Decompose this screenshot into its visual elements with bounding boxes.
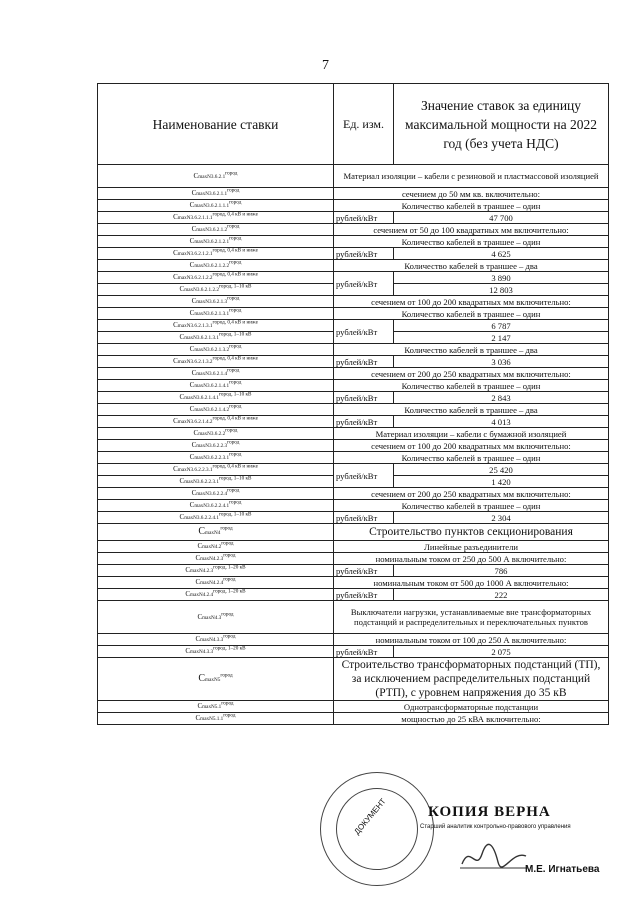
rate-unit: рублей/кВт (334, 212, 394, 224)
rate-code: $CmaxN5.1^{город}$ (98, 701, 334, 713)
rate-value: 47 700 (394, 212, 609, 224)
rate-code: $CmaxN5^{город}$ (98, 658, 334, 701)
rate-unit: рублей/кВт (334, 646, 394, 658)
rates-table (97, 83, 609, 725)
rate-code: $CmaxN3.6.2.1.2.2^{город, 0,4 кВ и ниже}$ (98, 272, 334, 284)
rate-description: Материал изоляции – кабели с резиновой и пластмассовой изоляцией (334, 165, 609, 188)
table-row (98, 524, 609, 541)
rate-code: $CmaxN3.6.2.1.3^{город}$ (98, 296, 334, 308)
table-row (98, 224, 609, 236)
rate-code: $CmaxN3.6.2.1.2.2^{город}$ (98, 260, 334, 272)
rate-unit: рублей/кВт (334, 272, 394, 296)
table-row (98, 634, 609, 646)
rate-value: 3 890 (394, 272, 609, 284)
rate-code: $CmaxN4.2.4^{город}$ (98, 577, 334, 589)
rate-value: 222 (394, 589, 609, 601)
table-row (98, 188, 609, 200)
table-row (98, 488, 609, 500)
rate-description: Однотрансформаторные подстанции (334, 701, 609, 713)
rate-code: $CmaxN3.6.2.1.4.2^{город, 0,4 кВ и ниже}$ (98, 416, 334, 428)
rate-code: $CmaxN4.2.3^{город, 1-20 кВ}$ (98, 565, 334, 577)
table-row (98, 296, 609, 308)
rate-value: 2 304 (394, 512, 609, 524)
table-row (98, 565, 609, 577)
header-value: Значение ставок за единицу максимальной мощности на 2022 год (без учета НДС) (394, 84, 609, 165)
rate-unit: рублей/кВт (334, 512, 394, 524)
table-row (98, 428, 609, 440)
table-row (98, 320, 609, 332)
rate-description: сечением от 200 до 250 квадратных мм включительно: (334, 488, 609, 500)
table-row (98, 452, 609, 464)
certification-stamp (340, 778, 610, 904)
rate-unit: рублей/кВт (334, 392, 394, 404)
rate-description: Количество кабелей в траншее – один (334, 236, 609, 248)
rate-code: $CmaxN3.6.2.1.3.1^{город, 0,4 кВ и ниже}$ (98, 320, 334, 332)
rate-value: 25 420 (394, 464, 609, 476)
rate-value: 2 075 (394, 646, 609, 658)
rate-code: $CmaxN3.6.2.1.4.2^{город}$ (98, 404, 334, 416)
table-row (98, 260, 609, 272)
rate-description: Количество кабелей в траншее – два (334, 404, 609, 416)
table-row (98, 701, 609, 713)
rate-unit: рублей/кВт (334, 464, 394, 488)
rate-code: $CmaxN3.6.2.1.3.1^{город, 1-10 кВ}$ (98, 332, 334, 344)
table-row (98, 416, 609, 428)
rate-code: $CmaxN3.6.2.1.1.1^{город}$ (98, 200, 334, 212)
signature-icon (460, 842, 530, 872)
table-row (98, 577, 609, 589)
rate-value: 12 803 (394, 284, 609, 296)
rate-code: $CmaxN3.6.2.1.3.2^{город, 0,4 кВ и ниже}$ (98, 356, 334, 368)
rate-description: сечением до 50 мм кв. включительно: (334, 188, 609, 200)
rate-code: $CmaxN3.6.2.2.3.1^{город}$ (98, 452, 334, 464)
table-row (98, 404, 609, 416)
rate-code: $CmaxN3.6.2.1.2^{город}$ (98, 224, 334, 236)
stamp-position: Старший аналитик контрольно-правового управления (420, 824, 571, 830)
rate-unit: рублей/кВт (334, 589, 394, 601)
table-row (98, 272, 609, 284)
rate-code: $CmaxN3.6.2.1.4.1^{город}$ (98, 380, 334, 392)
rate-code: $CmaxN3.6.2.1.2.1^{город}$ (98, 236, 334, 248)
rate-value: 786 (394, 565, 609, 577)
table-row (98, 200, 609, 212)
table-row (98, 165, 609, 188)
rate-code: $CmaxN4.3.3^{город, 1-20 кВ}$ (98, 646, 334, 658)
rate-code: $CmaxN3.6.2.1.2.1^{город, 0,4 кВ и ниже}$ (98, 248, 334, 260)
rate-value: 4 013 (394, 416, 609, 428)
table-row (98, 512, 609, 524)
rate-value: 4 625 (394, 248, 609, 260)
table-row (98, 392, 609, 404)
rate-description: Выключатели нагрузки, устанавливаемые вне трансформаторных подстанций и распределительных и переключательных пунктов (334, 601, 609, 634)
rate-description: Количество кабелей в траншее – два (334, 344, 609, 356)
stamp-title: КОПИЯ ВЕРНА (428, 804, 551, 820)
rate-value: 2 843 (394, 392, 609, 404)
table-row (98, 464, 609, 476)
rate-description: Количество кабелей в траншее – два (334, 260, 609, 272)
table-row (98, 308, 609, 320)
rate-description: Линейные разъединители (334, 541, 609, 553)
rate-code: $CmaxN3.6.2.1.4^{город}$ (98, 368, 334, 380)
rate-unit: рублей/кВт (334, 248, 394, 260)
rate-description: номинальным током от 500 до 1000 А включительно: (334, 577, 609, 589)
rate-unit: рублей/кВт (334, 320, 394, 344)
table-row (98, 248, 609, 260)
rate-code: $CmaxN3.6.2.2.4.1^{город}$ (98, 500, 334, 512)
rate-code: $CmaxN3.6.2.2.4^{город}$ (98, 488, 334, 500)
rate-code: $CmaxN3.6.2.2^{город}$ (98, 428, 334, 440)
table-row (98, 500, 609, 512)
table-row (98, 212, 609, 224)
rate-unit: рублей/кВт (334, 356, 394, 368)
table-row (98, 344, 609, 356)
rate-description: мощностью до 25 кВА включительно: (334, 713, 609, 725)
table-row (98, 356, 609, 368)
table-row (98, 368, 609, 380)
table-row (98, 541, 609, 553)
rate-code: $CmaxN3.6.2.1^{город}$ (98, 165, 334, 188)
table-row (98, 601, 609, 634)
rate-description: сечением от 100 до 200 квадратных мм включительно: (334, 296, 609, 308)
header-rate-name: Наименование ставки (98, 84, 334, 165)
rate-code: $CmaxN3.6.2.1.1^{город}$ (98, 188, 334, 200)
rate-code: $CmaxN4.3.3^{город}$ (98, 634, 334, 646)
page-number: 7 (322, 58, 329, 73)
table-row (98, 553, 609, 565)
rate-value: 1 420 (394, 476, 609, 488)
rate-unit: рублей/кВт (334, 565, 394, 577)
rate-code: $CmaxN3.6.2.2.4.1^{город, 1-10 кВ}$ (98, 512, 334, 524)
rate-description: сечением от 200 до 250 квадратных мм включительно: (334, 368, 609, 380)
rate-description: номинальным током от 100 до 250 А включительно: (334, 634, 609, 646)
rate-code: $CmaxN3.6.2.1.3.1^{город}$ (98, 308, 334, 320)
stamp-signer: М.Е. Игнатьева (525, 864, 600, 875)
rate-code: $CmaxN3.6.2.1.2.2^{город, 1-10 кВ}$ (98, 284, 334, 296)
rate-code: $CmaxN3.6.2.1.3.2^{город}$ (98, 344, 334, 356)
table-row (98, 658, 609, 701)
table-row (98, 589, 609, 601)
rate-description: Строительство трансформаторных подстанций (ТП), за исключением распределительных подстанций (РТП), с уровнем напряжения до 35 кВ (334, 658, 609, 701)
rate-description: сечением от 50 до 100 квадратных мм включительно: (334, 224, 609, 236)
rate-description: Количество кабелей в траншее – один (334, 380, 609, 392)
rate-value: 2 147 (394, 332, 609, 344)
rate-value: 6 787 (394, 320, 609, 332)
rate-code: $CmaxN4.2.4^{город, 1-20 кВ}$ (98, 589, 334, 601)
rate-code: $CmaxN3.6.2.2.3^{город}$ (98, 440, 334, 452)
rate-description: Строительство пунктов секционирования (334, 524, 609, 541)
rate-value: 3 036 (394, 356, 609, 368)
rate-code: $CmaxN5.1.1^{город}$ (98, 713, 334, 725)
rate-code: $CmaxN4.2^{город}$ (98, 541, 334, 553)
rate-code: $CmaxN4.2.3^{город}$ (98, 553, 334, 565)
rate-description: Количество кабелей в траншее – один (334, 308, 609, 320)
rate-description: Материал изоляции – кабели с бумажной изоляцией (334, 428, 609, 440)
rate-description: Количество кабелей в траншее – один (334, 200, 609, 212)
table-header-row (98, 84, 609, 165)
table-row (98, 713, 609, 725)
rate-code: $CmaxN4^{город}$ (98, 524, 334, 541)
rate-description: Количество кабелей в траншее – один (334, 500, 609, 512)
table-row (98, 646, 609, 658)
rate-code: $CmaxN3.6.2.1.4.1^{город, 1-10 кВ}$ (98, 392, 334, 404)
rate-description: номинальным током от 250 до 500 А включительно: (334, 553, 609, 565)
table-row (98, 236, 609, 248)
rate-code: $CmaxN3.6.2.2.3.1^{город, 1-10 кВ}$ (98, 476, 334, 488)
table-row (98, 380, 609, 392)
rate-code: $CmaxN4.3^{город}$ (98, 601, 334, 634)
rate-description: Количество кабелей в траншее – один (334, 452, 609, 464)
header-unit: Ед. изм. (334, 84, 394, 165)
rate-code: $CmaxN3.6.2.2.3.1^{город, 0,4 кВ и ниже}$ (98, 464, 334, 476)
rate-description: сечением от 100 до 200 квадратных мм включительно: (334, 440, 609, 452)
seal-ring-text: ДОКУМЕНТ (352, 796, 388, 837)
table-row (98, 440, 609, 452)
rate-unit: рублей/кВт (334, 416, 394, 428)
rate-code: $CmaxN3.6.2.1.1.1^{город, 0,4 кВ и ниже}$ (98, 212, 334, 224)
